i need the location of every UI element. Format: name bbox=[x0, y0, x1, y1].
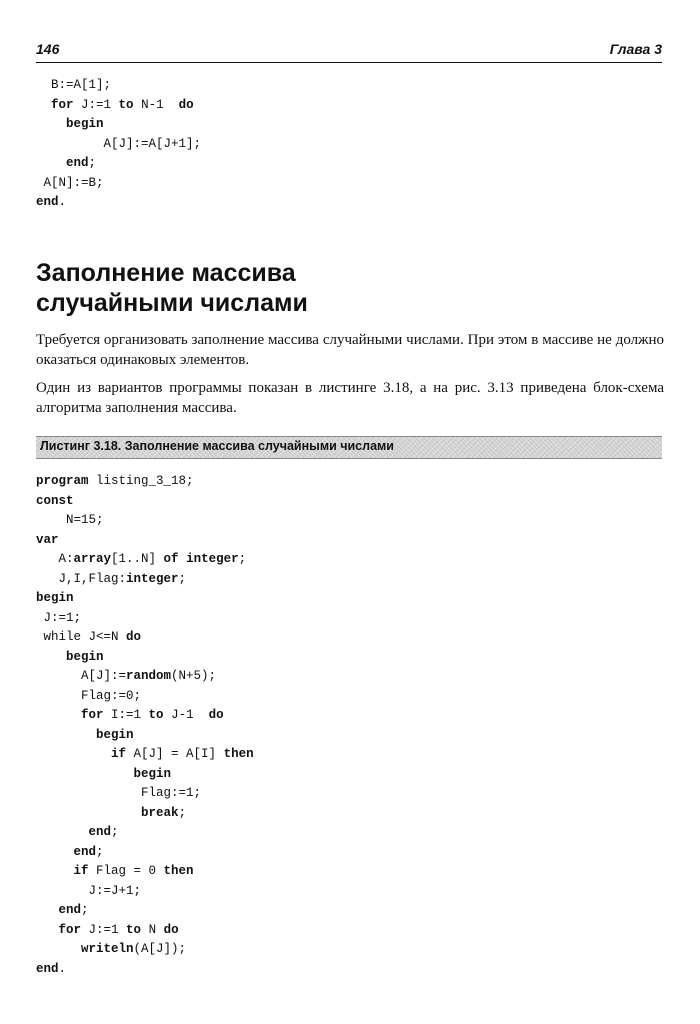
code-text: (A[J]); bbox=[133, 942, 187, 956]
code-text: A[J] = A[I] bbox=[126, 747, 224, 761]
code-text: A[J]:=A[J+1]; bbox=[36, 136, 202, 151]
code-line bbox=[36, 648, 254, 668]
code-line bbox=[36, 492, 254, 512]
code-text: N=15; bbox=[36, 513, 104, 527]
code-line bbox=[36, 882, 254, 902]
code-keyword: for bbox=[51, 97, 74, 112]
code-keyword: end bbox=[66, 156, 89, 170]
code-text bbox=[36, 942, 81, 956]
code-line bbox=[36, 804, 254, 824]
code-fragment-top bbox=[36, 76, 201, 213]
code-text: J:=1; bbox=[36, 610, 82, 625]
code-line bbox=[36, 628, 254, 648]
code-keyword: do bbox=[178, 97, 194, 112]
code-text: (N+5); bbox=[171, 669, 217, 683]
code-keyword: begin bbox=[66, 117, 104, 131]
code-text: N bbox=[141, 922, 164, 937]
code-text bbox=[36, 117, 66, 131]
code-text: J,I,Flag: bbox=[36, 571, 127, 586]
code-keyword: integer bbox=[126, 571, 179, 586]
code-text bbox=[179, 552, 187, 566]
page-number: 146 bbox=[36, 41, 60, 57]
code-text bbox=[36, 923, 59, 937]
section-heading-line-1: Заполнение массива bbox=[36, 259, 296, 287]
code-text: I:=1 bbox=[103, 708, 149, 722]
code-line bbox=[36, 511, 254, 531]
code-listing-3-18 bbox=[36, 472, 254, 979]
code-keyword: end bbox=[36, 195, 59, 209]
code-text: J:=1 bbox=[81, 922, 127, 937]
code-keyword: program bbox=[36, 474, 89, 488]
code-text bbox=[36, 708, 81, 722]
code-line bbox=[36, 174, 201, 194]
code-text bbox=[36, 650, 66, 664]
code-line bbox=[36, 843, 254, 863]
code-keyword: then bbox=[163, 864, 194, 878]
code-keyword: begin bbox=[66, 649, 104, 664]
code-text: Flag:=1; bbox=[36, 786, 202, 800]
code-keyword: end bbox=[36, 961, 59, 976]
code-line bbox=[36, 135, 201, 155]
code-text bbox=[36, 98, 51, 112]
code-keyword: var bbox=[36, 532, 59, 547]
code-keyword: end bbox=[58, 903, 82, 917]
code-text: . bbox=[58, 195, 67, 209]
code-text bbox=[36, 806, 141, 820]
code-keyword: to bbox=[148, 708, 164, 722]
code-line bbox=[36, 784, 254, 804]
listing-caption-bar bbox=[36, 436, 662, 459]
paragraph-requirement: Требуется организовать заполнение массива случайными числами. При этом в массиве не должно оказаться одинаковых элементов. bbox=[36, 332, 664, 368]
code-line bbox=[36, 154, 201, 174]
code-keyword: begin bbox=[133, 766, 172, 781]
code-line bbox=[36, 570, 254, 590]
code-line bbox=[36, 765, 254, 785]
paragraph-reference: Один из вариантов программы показан в листинге 3.18, а на рис. 3.13 приведена блок-схема алгоритма заполнения массива. bbox=[36, 380, 664, 416]
section-heading-line-2: случайными числами bbox=[36, 289, 308, 317]
code-line bbox=[36, 609, 254, 629]
code-keyword: if bbox=[73, 864, 89, 878]
code-text bbox=[36, 903, 59, 917]
code-keyword: begin bbox=[36, 591, 74, 605]
code-text: ; bbox=[111, 825, 119, 839]
code-line bbox=[36, 862, 254, 882]
chapter-label: Глава 3 bbox=[609, 41, 662, 57]
code-keyword: for bbox=[81, 708, 104, 722]
code-text: N-1 bbox=[133, 97, 179, 112]
code-keyword: to bbox=[118, 97, 134, 112]
code-line bbox=[36, 940, 254, 960]
code-text: Flag = 0 bbox=[88, 864, 164, 878]
code-text: J:=J+1; bbox=[36, 883, 142, 898]
code-keyword: of bbox=[163, 552, 179, 566]
code-keyword: break bbox=[141, 805, 179, 820]
code-text: ; bbox=[178, 805, 187, 820]
code-keyword: end bbox=[88, 825, 112, 839]
code-line bbox=[36, 726, 254, 746]
code-keyword: to bbox=[126, 922, 142, 937]
code-keyword: array bbox=[73, 552, 112, 566]
code-keyword: random bbox=[126, 669, 172, 683]
code-text bbox=[36, 156, 66, 170]
code-line bbox=[36, 745, 254, 765]
code-keyword: if bbox=[111, 747, 127, 761]
code-line bbox=[36, 76, 201, 96]
code-text bbox=[36, 747, 111, 761]
code-line bbox=[36, 193, 201, 213]
code-text: A: bbox=[36, 552, 74, 566]
code-line bbox=[36, 531, 254, 551]
code-keyword: integer bbox=[186, 552, 239, 566]
code-line bbox=[36, 667, 254, 687]
code-text: ; bbox=[178, 571, 187, 586]
code-text: ; bbox=[81, 903, 89, 917]
code-text: while J<=N bbox=[36, 630, 127, 644]
code-text bbox=[36, 767, 134, 781]
code-keyword: then bbox=[223, 747, 254, 761]
code-text: B:=A[1]; bbox=[36, 78, 112, 92]
code-text: J:=1 bbox=[73, 97, 119, 112]
section-heading bbox=[36, 258, 308, 318]
code-text: ; bbox=[238, 552, 247, 566]
code-text: J-1 bbox=[163, 708, 209, 722]
code-text bbox=[36, 845, 74, 859]
code-text: Flag:=0; bbox=[36, 688, 142, 703]
code-line bbox=[36, 901, 254, 921]
page-header bbox=[36, 40, 662, 63]
code-keyword: begin bbox=[96, 727, 134, 742]
code-keyword: for bbox=[58, 922, 82, 937]
code-line bbox=[36, 550, 254, 570]
code-text: ; bbox=[88, 156, 97, 170]
code-keyword: writeln bbox=[81, 942, 134, 956]
code-line bbox=[36, 687, 254, 707]
code-line bbox=[36, 589, 254, 609]
code-line bbox=[36, 115, 201, 135]
code-keyword: do bbox=[163, 922, 179, 937]
code-text: . bbox=[58, 961, 67, 976]
code-text: ; bbox=[96, 844, 104, 859]
code-text bbox=[36, 728, 96, 742]
listing-caption: Листинг 3.18. Заполнение массива случайными числами bbox=[40, 439, 394, 453]
code-line bbox=[36, 96, 201, 116]
code-text: A[N]:=B; bbox=[36, 175, 104, 190]
code-keyword: end bbox=[73, 844, 97, 859]
code-line bbox=[36, 960, 254, 980]
code-text: listing_3_18; bbox=[88, 474, 194, 488]
code-text bbox=[36, 864, 74, 878]
code-line bbox=[36, 706, 254, 726]
code-keyword: do bbox=[208, 708, 224, 722]
code-text: [1..N] bbox=[111, 552, 164, 566]
code-line bbox=[36, 472, 254, 492]
code-text bbox=[36, 825, 89, 839]
code-keyword: const bbox=[36, 493, 74, 508]
code-line bbox=[36, 823, 254, 843]
code-line bbox=[36, 921, 254, 941]
code-keyword: do bbox=[126, 630, 142, 644]
code-text: A[J]:= bbox=[36, 669, 127, 683]
